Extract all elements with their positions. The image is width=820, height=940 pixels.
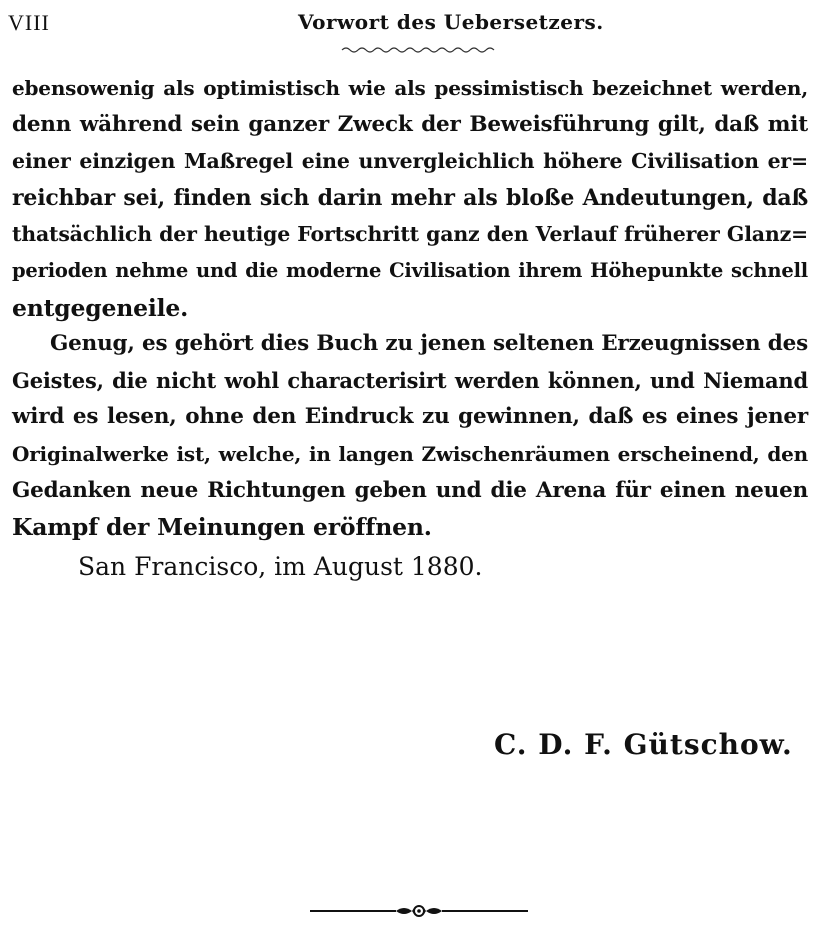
signature: C. D. F. Gütschow. (494, 728, 793, 761)
text-line: Kampf der Meinungen eröffnen. (12, 513, 432, 542)
body-text (12, 70, 808, 546)
text-line: wird es lesen, ohne den Eindruck zu gewinnen, daß es eines jener (12, 404, 808, 430)
text-line: entgegeneile. (12, 293, 189, 322)
text-line: thatsächlich der heutige Fortschritt ganz den Verlauf früherer Glanz= (12, 222, 808, 247)
dateline: San Francisco, im August 1880. (78, 552, 483, 581)
text-line: einer einzigen Maßregel eine unvergleichlich höhere Civilisation er= (12, 149, 808, 174)
text-line: perioden nehme und die moderne Civilisation ihrem Höhepunkte schnell (12, 258, 808, 282)
page-header (8, 10, 808, 50)
running-head: Vorwort des Uebersetzers. (298, 10, 604, 34)
text-line: Gedanken neue Richtungen geben und die Arena für einen neuen (12, 477, 808, 503)
header-ornament-icon (338, 44, 498, 56)
text-line: Originalwerke ist, welche, in langen Zwischenräumen erscheinend, den (12, 441, 808, 466)
text-line: denn während sein ganzer Zweck der Beweisführung gilt, daß mit (12, 111, 808, 137)
paragraph-2 (12, 326, 808, 546)
end-ornament-icon (308, 900, 530, 922)
text-line: reichbar sei, finden sich darin mehr als bloße Andeutungen, daß (12, 184, 808, 211)
text-line: Geistes, die nicht wohl characterisirt werden können, und Niemand (12, 367, 808, 393)
page-number: VIII (8, 10, 50, 35)
text-line: Genug, es gehört dies Buch zu jenen seltenen Erzeugnissen des (50, 331, 808, 357)
text-line: ebensowenig als optimistisch wie als pessimistisch bezeichnet werden, (12, 76, 808, 100)
paragraph-1 (12, 70, 808, 326)
